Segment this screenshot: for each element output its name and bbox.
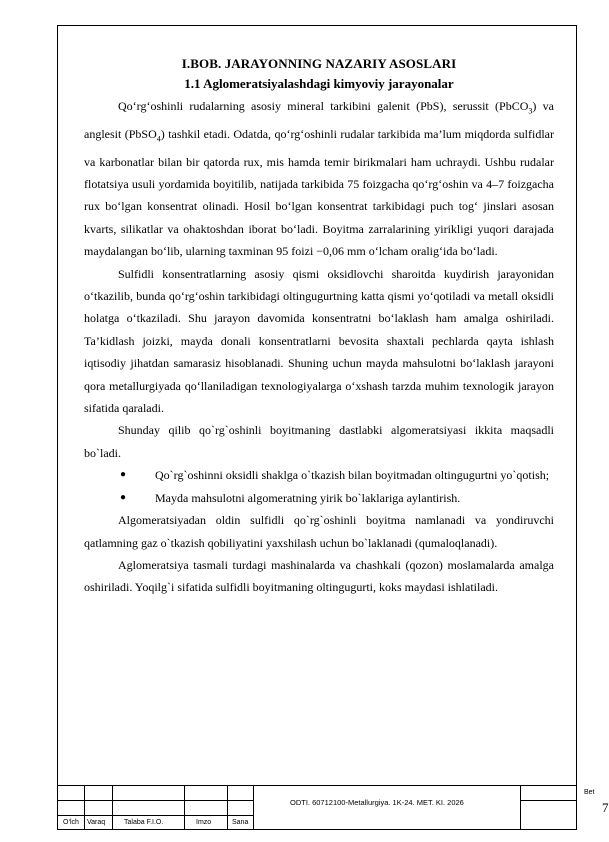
list-item: ● Qo`rg`oshinni oksidli shaklga o`tkazish bilan boyitmadan oltingugurtni yo`qotish; <box>84 464 554 486</box>
page-number: 7 <box>602 800 609 815</box>
col-olch-label: O‘lch <box>63 819 79 826</box>
document-code: ODTI. 60712100-Metallurgiya. 1K-24. MET. KI. 2026 <box>290 798 464 807</box>
col-talaba-label: Talaba F.I.O. <box>124 819 164 826</box>
bet-label: Bet <box>584 789 595 796</box>
paragraph-3: Shunday qilib qo`rg`oshinli boyitmaning dastlabki algomeratsiyasi ikkita maqsadli bo`ladi. <box>84 423 554 460</box>
paragraph-1: Qo‘rg‘oshinli rudalarning asosiy mineral tarkibini galenit (PbS), serussit (PbCO$_3$) va anglesit (PbSO$_4$) tashkil etadi. Odatda, qo‘rg‘oshinli rudalar tarkibida ma’lum miqdorda sulfidlar va karbonatlar bilan bir qatorda rux, mis hamda temir birikmalari ham uchraydi. Ushbu rudalar flotatsiya usuli yordamida boyitilib, natijada tarkibida 75 foizgacha qo‘rg‘oshin va 4–7 foizgacha rux bo‘lgan konsentrat olinadi. Hosil bo‘lgan konsentrat tarkibidagi puch tog‘ jinslari asosan kvarts, silikatlar va ohaktoshdan iborat bo‘ladi. Boyitma zarralarining yirikligi yuqori darajada maydalangan bo‘lib, ularning taxminan 95 foizi −0,06 mm o‘lcham oralig‘ida bo‘ladi. <box>84 99 554 259</box>
title-block <box>57 785 609 830</box>
page-body <box>84 56 554 599</box>
bullet-icon: ● <box>120 491 127 503</box>
col-imzo-label: Imzo <box>196 819 212 826</box>
paragraph-5: Aglomeratsiya tasmali turdagi mashinalarda va chashkali (qozon) moslamalarda amalga oshiriladi. Yoqilg`i sifatida sulfidli boyitmaning oltingugurti, koks maydasi ishlatiladi. <box>84 557 554 595</box>
section-heading: 1.1 Aglomeratsiyalashdagi kimyoviy jarayonalar <box>184 76 454 91</box>
col-varaq-label: Varaq <box>87 819 106 826</box>
bullet-icon: ● <box>120 469 127 481</box>
paragraph-2: Sulfidli konsentratlarning asosiy qismi oksidlovchi sharoitda kuydirish jarayonidan o‘tkazilib, bunda qo‘rg‘oshin tarkibidagi oltingugurtning katta qismi yo‘qotiladi va metall oksidli holatga o‘tkaziladi. Shu jarayon davomida konsentratni bo‘laklash ham amalga oshiriladi. Ta’kidlash joizki, mayda donali konsentratlarni bevosita shaxtali pechlarda qayta ishlash iqtisodiy jihatdan samarasiz hisoblanadi. Shuning uchun mayda mahsulotni bo‘laklash jarayoni qora metallurgiyada qo‘llaniladigan texnologiyalarga o‘xshash tarzda muhim texnologik jarayon sifatida qaraladi. <box>84 266 554 416</box>
paragraph-4: Algomeratsiyadan oldin sulfidli qo`rg`oshinli boyitma namlanadi va yondiruvchi qatlamning gaz o`tkazish qobiliyatini yaxshilash uchun bo`laklanadi (qumaloqlanadi). <box>84 513 554 550</box>
list-item: ● Mayda mahsulotni algomeratning yirik bo`laklariga aylantirish. <box>84 487 554 509</box>
chapter-heading: I.BOB. JARAYONNING NAZARIY ASOSLARI <box>181 56 457 71</box>
col-sana-label: Sana <box>232 819 249 826</box>
